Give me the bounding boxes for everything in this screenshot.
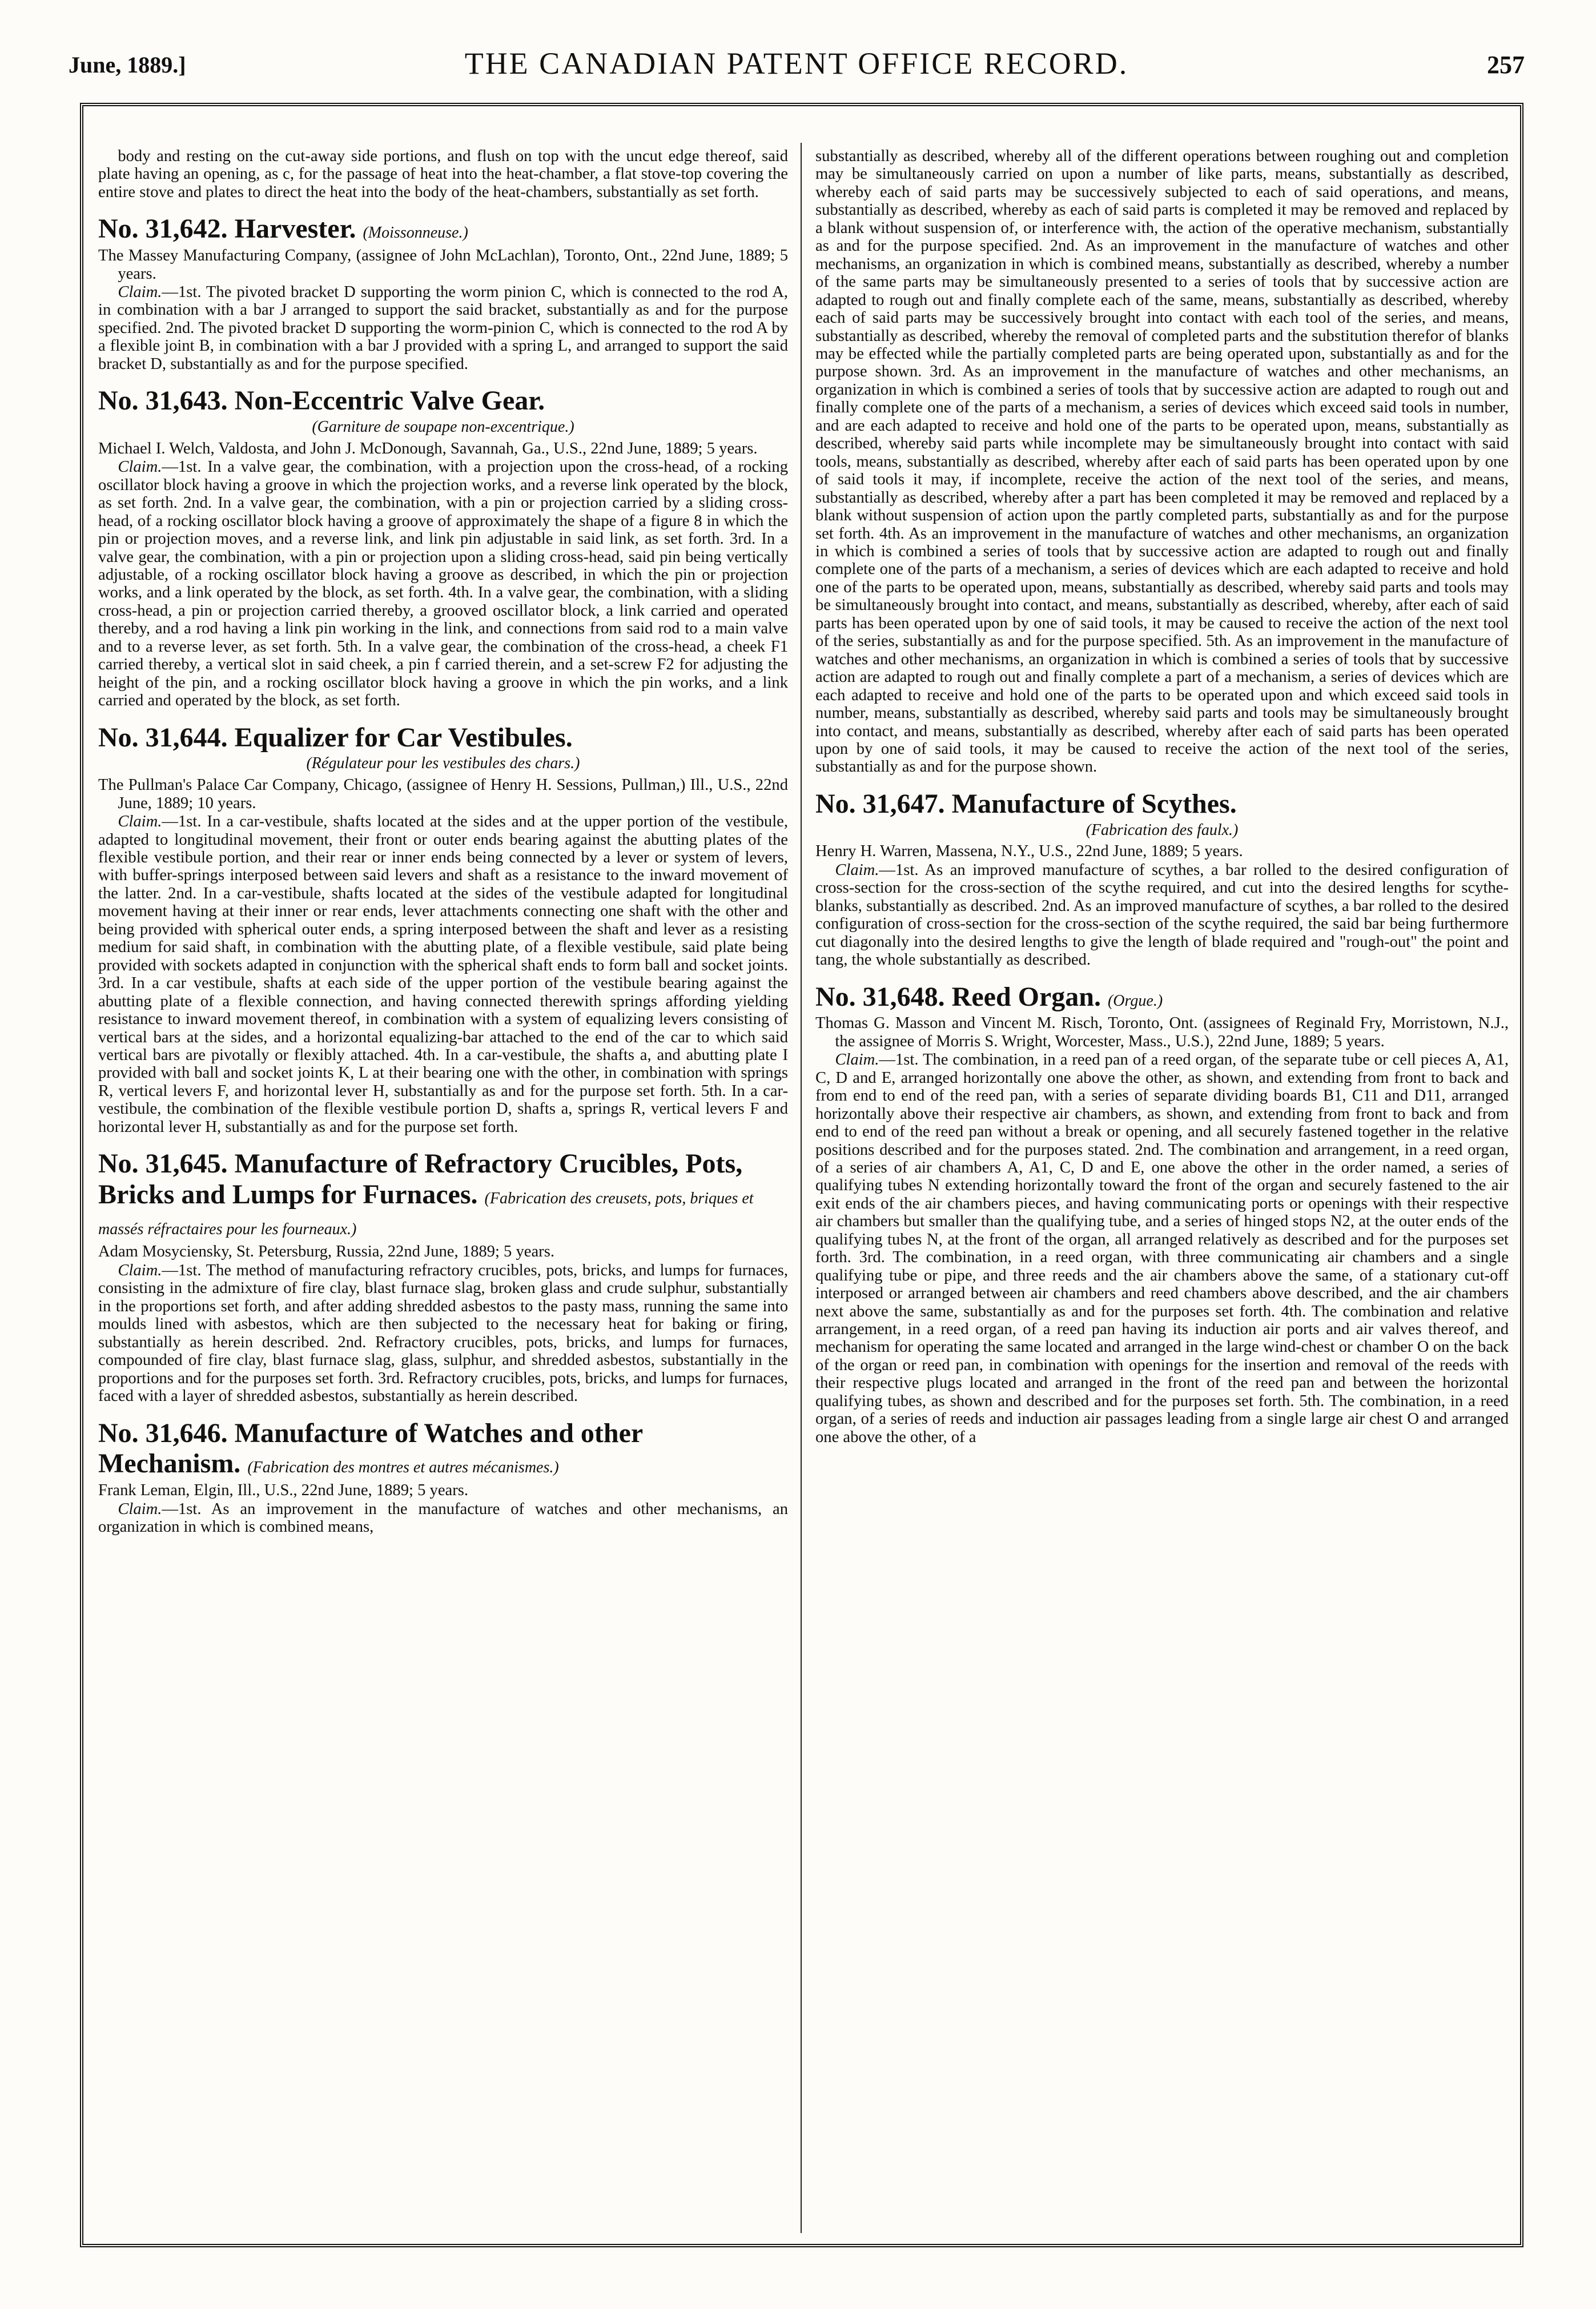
patent-claim [98,813,788,1136]
patent-number: No. 31,646. [98,1417,228,1448]
claim-label: Claim. [835,1051,879,1069]
patent-title: Manufacture of Refractory Crucibles, Pots, Bricks and Lumps for Furnaces. [98,1149,743,1210]
patent-title: Manufacture of Scythes. [951,788,1237,819]
patent-title: Equalizer for Car Vestibules. [234,722,573,753]
patent-meta: Michael I. Welch, Valdosta, and John J. McDonough, Savannah, Ga., U.S., 22nd June, 1889; 5 years. [98,439,758,457]
patent-heading-31643 [98,385,788,416]
patent-claim [98,1500,788,1536]
patent-number: No. 31,645. [98,1149,228,1179]
patent-claim [815,1051,1509,1446]
patent-title: Non-Eccentric Valve Gear. [234,385,545,416]
french-title: (Garniture de soupape non-excentrique.) [312,418,574,436]
claim-label: Claim. [118,813,162,831]
patent-claim [98,1262,788,1406]
patent-meta: The Pullman's Palace Car Company, Chicago, (assignee of Henry H. Sessions, Pullman,) Ill., U.S., 22nd June, 1889; 10 years. [98,776,788,812]
claim-text: —1st. As an improved manufacture of scythes, a bar rolled to the desired configuration of cross-section for the cross-section of the scythe required, and cut into the desired lengths for scythe-blanks, substantially as described. 2nd. As an improved manufacture of scythes, a bar rolled to the desired configuration of cross-section for the cross-section of the scythe required, the said bar being furthermore cut diagonally into the desired lengths to give the length of blade required and "rough-out" the point and tang, the whole substantially as described. [815,861,1509,969]
french-title: (Moissonneuse.) [363,224,468,242]
patent-heading-31644 [98,722,788,753]
page-number: 257 [1487,51,1525,79]
patent-title: Manufacture of Watches and other Mechanism. [98,1417,643,1479]
continued-claim-text: substantially as described, whereby all of the different operations between roughing out and completion may be simultaneously carried on upon a number of like parts, means, substantially as described, whereby each of said parts may be successively subjected to each of said operations, and means, substantially as described, whereby as each of said parts is completed it may be removed and replaced by a blank without suspension of, or interference with, the action of the operative mechanism, substantially as and for the purpose specified. 2nd. As an improvement in the manufacture of watches and other mechanisms, an organization in which is combined means, substantially as described, whereby a number of the same parts may be simultaneously presented to a series of tools that by successive action are adapted to rough out and finally complete each of the same, means, substantially as described, whereby each of said parts may be successively brought into contact with each tool of the series, and means, substantially as described, whereby the removal of completed parts and the substitution therefor of blanks may be effected while the partially completed parts are being operated upon, substantially as and for the purpose shown. 3rd. As an improvement in the manufacture of watches and other mechanisms, an organization in which is combined a series of tools that by successive action are adapted to rough out and finally complete one of the parts of a mechanism, a series of devices which exceed said tools in number, and are each adapted to receive and hold one of the parts to be operated upon, means, substantially as described, whereby said parts while incomplete may be simultaneously brought into contact with said tools, means, substantially as described, whereby after each of said parts has been operated upon by one of said tools it may, if incomplete, receive the action of the next tool of the series, and means, substantially as described, whereby after a part has been completed it may be removed and replaced by a blank without suspension of action upon the partly completed parts, substantially as and for the purpose set forth. 4th. As an improvement in the manufacture of watches and other mechanisms, an organization in which is combined a series of tools that by successive action are adapted to rough out and finally complete one of the parts of a mechanism, a series of devices which are each adapted to receive and hold one of the parts to be operated upon, means, substantially as described, whereby said parts and tools may be simultaneously brought into contact, and means, substantially as described, whereby, after each of said parts has been operated upon by one of said tools, it may be caused to receive the action of the next tool of the series, substantially as and for the purpose specified. 5th. As an improvement in the manufacture of watches and other mechanisms, an organization in which is combined a series of tools that by successive action are adapted to rough out and finally complete a part of a mechanism, a series of devices which are each adapted to receive and hold one of the parts to be operated upon and which exceed said tools in number, means, substantially as described, whereby said parts and tools may be simultaneously brought into contact, and means, substantially as described, whereby after each of said parts has been operated upon by one of said tools, it may be caused to receive the action of the next tool of the series, substantially as and for the purpose shown. [815,147,1509,776]
claim-label: Claim. [118,283,162,302]
patent-meta: The Massey Manufacturing Company, (assignee of John McLachlan), Toronto, Ont., 22nd June, 1889; 5 years. [98,247,788,283]
patent-number: No. 31,644. [98,722,228,753]
patent-heading-31647 [815,789,1509,820]
claim-label: Claim. [118,458,162,476]
patent-heading-31642 [98,214,788,244]
french-title: (Fabrication des faulx.) [1086,821,1239,839]
claim-text: —1st. The method of manufacturing refractory crucibles, pots, bricks, and lumps for furnaces, consisting in the admixture of fire clay, blast furnace slag, broken glass and crude sulphur, substantially in the proportions set forth, and after adding shredded asbestos to the pasty mass, running the same into moulds lined with asbestos, which are then subjected to the necessary heat for baking or firing, substantially as herein described. 2nd. Refractory crucibles, pots, bricks, and lumps for furnaces, compounded of fire clay, blast furnace slag, glass, sulphur, and shredded asbestos, substantially in the proportions and for the purposes set forth. 3rd. Refractory crucibles, pots, bricks, and lumps for furnaces, faced with a layer of shredded asbestos, substantially as herein described. [98,1261,788,1406]
left-column [98,147,788,2238]
page-header [69,46,1525,97]
patent-meta: Adam Mosyciensky, St. Petersburg, Russia, 22nd June, 1889; 5 years. [98,1243,554,1261]
french-title: (Fabrication des montres et autres mécanismes.) [247,1459,559,1477]
patent-claim [98,283,788,373]
patent-claim [815,861,1509,969]
claim-text: —1st. The pivoted bracket D supporting the worm pinion C, which is connected to the rod A, in combination with a bar J arranged to support the said bracket, substantially as and for the purpose specified. 2nd. The pivoted bracket D supporting the worm-pinion C, which is connected to the rod A by a flexible joint B, in combination with a bar J provided with a spring L, and arranged to support the said bracket D, substantially as and for the purpose specified. [98,283,788,373]
claim-label: Claim. [835,861,879,879]
patent-number: No. 31,648. [815,981,945,1012]
patent-number: No. 31,642. [98,214,228,244]
column-divider [801,143,802,2233]
continued-claim-text: body and resting on the cut-away side portions, and flush on top with the uncut edge thereof, said plate having an opening, as c, for the passage of heat into the heat-chamber, a flat stove-top covering the entire stove and plates to direct the heat into the body of the heat-chambers, substantially as set forth. [98,147,788,201]
right-column [815,147,1509,2238]
patent-claim [98,458,788,709]
patent-meta: Thomas G. Masson and Vincent M. Risch, Toronto, Ont. (assignees of Reginald Fry, Morristown, N.J., the assignee of Morris S. Wright, Worcester, Mass., U.S.), 22nd June, 1889; 5 years. [815,1014,1509,1050]
claim-text: —1st. As an improvement in the manufacture of watches and other mechanisms, an organization in which is combined means, [98,1500,788,1536]
claim-text: —1st. In a valve gear, the combination, with a projection upon the cross-head, of a rocking oscillator block having a groove in which the projection works, and a reverse link operated by the block, as set forth. 2nd. In a valve gear, the combination, with a pin or projection carried by a sliding cross-head, of a rocking oscillator block having a groove of approximately the shape of a figure 8 in which the pin or projection moves, and a reverse link, and link pin adjustable in said link, as set forth. 3rd. In a valve gear, the combination, with a pin or projection upon a sliding cross-head, said pin being vertically adjustable, of a rocking oscillator block having a groove as described, in which the pin or projection works, and a link operated by the block, as set forth. 4th. In a valve gear, the combination, with a sliding cross-head, a pin or projection carried thereby, a grooved oscillator block, a link carried and operated thereby, and a rod having a link pin working in the link, and connections from said rod to a main valve and to a reverse lever, as set forth. 5th. In a valve gear, the combination of the cross-head, a cheek F1 carried thereby, a vertical slot in said cheek, a pin f carried therein, and a set-screw F2 for adjusting the height of the pin, and a rocking oscillator block having a groove in which the pin works, and a link carried and operated by the block, as set forth. [98,458,788,710]
journal-title: THE CANADIAN PATENT OFFICE RECORD. [464,46,1129,81]
french-title: (Fabrication des creusets, pots, briques et massés réfractaires pour les fourneaux.) [98,1189,754,1238]
patent-number: No. 31,647. [815,788,945,819]
claim-label: Claim. [118,1500,162,1518]
patent-title: Harvester. [234,214,356,244]
patent-meta: Frank Leman, Elgin, Ill., U.S., 22nd June, 1889; 5 years. [98,1481,469,1500]
french-title: (Régulateur pour les vestibules des chars.) [306,754,580,773]
patent-heading-31648 [815,982,1509,1013]
patent-heading-31646 [98,1418,788,1480]
patent-title: Reed Organ. [951,981,1101,1012]
patent-meta: Henry H. Warren, Massena, N.Y., U.S., 22nd June, 1889; 5 years. [815,842,1243,861]
patent-number: No. 31,643. [98,385,228,416]
claim-text: —1st. In a car-vestibule, shafts located at the sides and at the upper portion of the vestibule, adapted to longitudinal movement, their front or outer ends bearing against the abutting plates of the flexible vestibule portion, and their rear or inner ends being connected by a lever or system of levers, with buffer-springs interposed between said levers and shaft as a resistance to the inward movement of the latter. 2nd. In a car-vestibule, shafts located at the sides of the vestibule adapted for longitudinal movement having at their inner or rear ends, lever attachments connecting one shaft with the other and being provided with spherical outer ends, a spring interposed between the shaft and lever as a resisting medium for said shaft, in combination with the abutting plate, of a flexible vestibule, said plate being provided with sockets adapted in conjunction with the spherical shaft ends to form ball and socket joints. 3rd. In a car vestibule, shafts at each side of the upper portion of the vestibule bearing against the abutting plate of a flexible connection, and having connected therewith springs affording yielding resistance to inward movement thereof, in combination with a system of equalizing levers consisting of vertical bars at the sides, and a horizontal equalizing-bar attached to the end of the car to which said vertical bars are pivotally or flexibly attached. 4th. In a car-vestibule, the shafts a, and abutting plate I provided with ball and socket joints K, L at their bearing one with the other, in combination with springs R, vertical levers F, and horizontal lever H, substantially as and for the purpose set forth. 5th. In a car-vestibule, the combination of the flexible vestibule portion D, shafts a, springs R, vertical levers F and horizontal lever H, substantially as and for the purpose set forth. [98,813,788,1136]
patent-heading-31645 [98,1149,788,1240]
french-title: (Orgue.) [1107,991,1163,1010]
header-date: June, 1889.] [69,52,186,78]
claim-text: —1st. The combination, in a reed pan of a reed organ, of the separate tube or cell pieces A, A1, C, D and E, arranged horizontally one above the other, as shown, and extending from front to back and from end to end of the reed pan, with a series of separate dividing boards B1, C11 and D11, arranged horizontally above their respective air chambers, as shown, and extending from front to back and from end to end of the reed pan without a break or opening, and all securely fastened together in the relative positions described and for the purposes stated. 2nd. The combination and arrangement, in a reed organ, of a series of air chambers A, A1, C, D and E, one above the other in the order named, a series of qualifying tubes N extending horizontally toward the front of the organ and securely fastened to the air exit ends of the air chambers pieces, and having communicating ports or openings with their respective air chambers but smaller than the qualifying tube, and a series of hinged stops N2, at the outer ends of the qualifying tubes N, at the front of the organ, all arranged relatively as described and for the purposes set forth. 3rd. The combination, in a reed organ, with three communicating air chambers and a single qualifying tube or pipe, and three reeds and the air chambers above the same, of a stationary cut-off interposed or arranged between air chambers and reed chambers above described, and the air chambers next above the same, substantially as and for the purposes set forth. 4th. The combination and relative arrangement, in a reed organ, of a reed pan having its induction air ports and air valves thereof, and mechanism for operating the same located and arranged in the large wind-chest or chamber O on the back of the organ or reed pan, in combination with openings for the insertion and removal of the reeds with their respective plugs located and arranged in the front of the reed pan and between the horizontal qualifying tubes, as shown and described and for the purposes set forth. 5th. The combination, in a reed organ, of a series of reeds and induction air passages leading from a single large air chest O and arranged one above the other, of a [815,1051,1509,1446]
claim-label: Claim. [118,1261,162,1279]
